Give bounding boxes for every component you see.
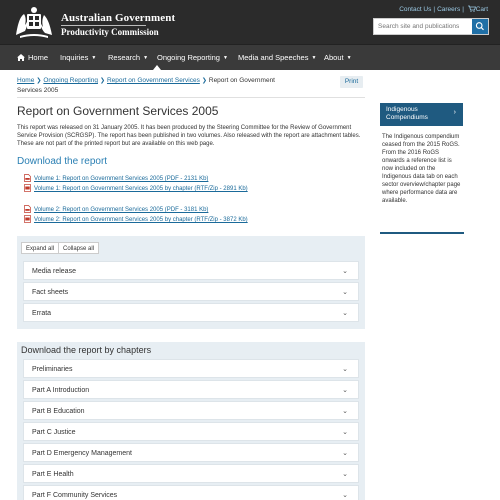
search-input[interactable] — [374, 19, 470, 34]
chevron-down-icon: ⌄ — [342, 268, 348, 275]
chevron-down-icon: ⌄ — [342, 387, 348, 394]
zip-file-icon — [24, 215, 31, 223]
chapter-item[interactable] — [23, 422, 359, 441]
careers-link[interactable]: Careers — [437, 6, 461, 13]
accordion-item-media-release[interactable] — [23, 261, 359, 280]
chapter-item-label: Part C Justice — [32, 429, 76, 436]
organisation-name[interactable]: Productivity Commission — [61, 27, 159, 37]
chevron-down-icon: ⌄ — [342, 450, 348, 457]
file-link[interactable] — [24, 215, 248, 223]
intro-text: This report was released on 31 January 2005. It has been produced by the Steering Committee for the Review of Government Service Provision (SCRGSP). The report has been published in two volumes. Also released with the report are attachment tables. These are not part of the printed report but are available on this web page. — [17, 125, 361, 147]
chapter-item[interactable] — [23, 485, 359, 500]
nav-ongoing-reporting[interactable] — [157, 45, 228, 70]
chapter-item[interactable] — [23, 380, 359, 399]
sidebar-text: The Indigenous compendium ceased from the 2015 RoGS. From the 2016 RoGS onwards a reference list is now included on the Indigenous data tab on each sector overview/chapter page where performance data are available. — [382, 134, 461, 204]
file-link-label: Volume 1: Report on Government Services 2005 by chapter (RTF/Zip - 2891 Kb) — [34, 186, 248, 192]
accordion-item-fact-sheets[interactable] — [23, 282, 359, 301]
chevron-right-icon: ❯ — [36, 78, 42, 84]
chevron-down-icon: ⌄ — [342, 429, 348, 436]
caret-down-icon: ▼ — [311, 55, 317, 61]
top-links — [399, 5, 488, 13]
chevron-right-icon: ❯ — [99, 78, 105, 84]
chapters-heading: Download the report by chapters — [21, 345, 152, 355]
accordion-item-errata[interactable] — [23, 303, 359, 322]
chapter-item-label: Part D Emergency Management — [32, 450, 132, 457]
nav-home[interactable] — [17, 45, 48, 70]
nav-ongoing-reporting-label: Ongoing Reporting — [157, 53, 220, 62]
nav-media-label: Media and Speeches — [238, 53, 309, 62]
link-separator: | — [462, 6, 464, 13]
breadcrumb-divider — [17, 97, 365, 98]
accordion-item-label: Media release — [32, 268, 76, 275]
nav-inquiries[interactable] — [60, 45, 96, 70]
breadcrumb-home[interactable]: Home — [17, 77, 35, 84]
accordion-item-label: Errata — [32, 310, 52, 317]
file-link[interactable] — [24, 184, 248, 192]
chevron-down-icon: ⌄ — [342, 471, 348, 478]
header-divider — [61, 25, 146, 26]
chevron-down-icon: ⌄ — [342, 492, 348, 499]
site-header — [0, 0, 500, 44]
chapters-panel — [17, 342, 365, 500]
caret-down-icon: ▼ — [222, 55, 228, 61]
chapter-item[interactable] — [23, 464, 359, 483]
zip-file-icon — [24, 184, 31, 192]
accordion-item-label: Fact sheets — [32, 289, 69, 296]
chapter-item[interactable] — [23, 359, 359, 378]
link-separator: | — [433, 6, 436, 13]
sidebar-divider — [380, 232, 464, 234]
breadcrumb-current: Report on Government Services 2005 — [17, 77, 275, 94]
indigenous-compendiums-link[interactable] — [380, 103, 463, 126]
cart-link[interactable]: Cart — [475, 6, 488, 13]
accordion-panel — [17, 236, 365, 329]
nav-about[interactable] — [324, 45, 352, 70]
breadcrumb — [17, 76, 282, 95]
government-title: Australian Government — [61, 12, 176, 24]
download-heading: Download the report — [17, 156, 108, 167]
chevron-down-icon: ⌄ — [342, 310, 348, 317]
breadcrumb-rogs[interactable]: Report on Government Services — [106, 77, 200, 84]
chapter-item-label: Part B Education — [32, 408, 85, 415]
file-link[interactable] — [24, 174, 208, 182]
cart-icon — [466, 6, 476, 13]
home-icon — [17, 54, 25, 61]
file-link-label: Volume 2: Report on Government Services 2005 by chapter (RTF/Zip - 3872 Kb) — [34, 217, 248, 223]
nav-home-label: Home — [28, 53, 49, 62]
pdf-file-icon — [24, 174, 31, 182]
chevron-down-icon: ⌄ — [342, 366, 348, 373]
nav-inquiries-label: Inquiries — [60, 53, 89, 62]
chevron-down-icon: ⌄ — [342, 408, 348, 415]
file-link-label: Volume 2: Report on Government Services 2005 (PDF - 3181 Kb) — [34, 207, 209, 213]
coat-of-arms-logo[interactable] — [12, 5, 56, 39]
breadcrumb-ongoing-reporting[interactable]: Ongoing Reporting — [43, 77, 98, 84]
caret-down-icon: ▼ — [346, 55, 352, 61]
chapter-item-label: Preliminaries — [32, 366, 73, 373]
chapter-item[interactable] — [23, 401, 359, 420]
file-link-label: Volume 1: Report on Government Services 2005 (PDF - 2131 Kb) — [34, 176, 209, 182]
file-link[interactable] — [24, 205, 208, 213]
page-title: Report on Government Services 2005 — [17, 104, 219, 118]
nav-research[interactable] — [108, 45, 148, 70]
search-icon — [472, 19, 488, 34]
chapter-item-label: Part F Community Services — [32, 492, 118, 499]
nav-media-and-speeches[interactable] — [238, 45, 316, 70]
main-navigation — [0, 44, 500, 70]
caret-down-icon: ▼ — [143, 55, 149, 61]
chapter-item[interactable] — [23, 443, 359, 462]
collapse-all-button[interactable]: Collapse all — [58, 242, 99, 254]
expand-all-button[interactable]: Expand all — [21, 242, 59, 254]
chapter-item-label: Part E Health — [32, 471, 74, 478]
print-button[interactable]: Print — [340, 76, 363, 88]
active-nav-indicator — [153, 65, 161, 70]
contact-us-link[interactable]: Contact Us — [399, 6, 432, 13]
nav-research-label: Research — [108, 53, 141, 62]
chevron-right-icon: ❯ — [201, 78, 207, 84]
chevron-right-icon: › — [453, 109, 456, 116]
nav-about-label: About — [324, 53, 344, 62]
chevron-down-icon: ⌄ — [342, 289, 348, 296]
pdf-file-icon — [24, 205, 31, 213]
sidebar-heading: Indigenous Compendiums — [386, 106, 428, 121]
caret-down-icon: ▼ — [91, 55, 97, 61]
search-button[interactable] — [472, 19, 488, 34]
chapter-item-label: Part A Introduction — [32, 387, 90, 394]
search-box — [373, 18, 489, 35]
